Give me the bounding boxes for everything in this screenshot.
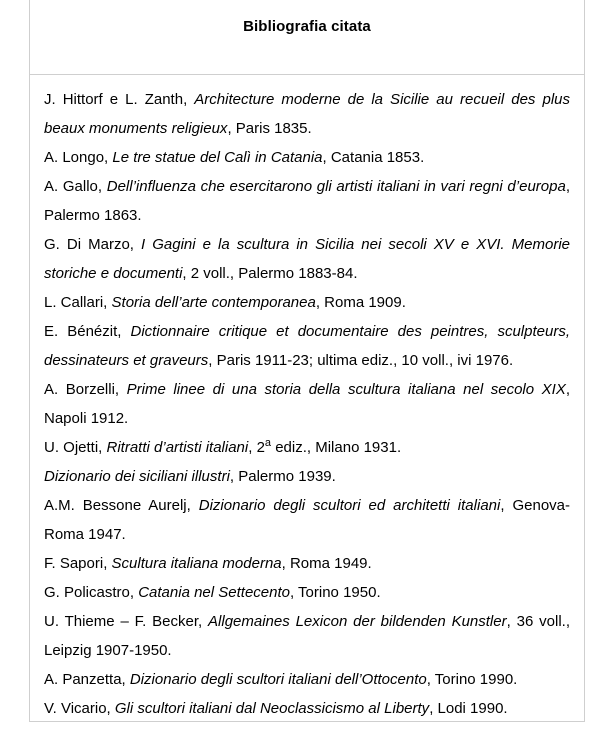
entry-publication: , 2 voll., Palermo 1883-84. [182, 265, 358, 282]
entry-author: G. Di Marzo, [44, 236, 142, 253]
bibliography-entry [44, 694, 570, 723]
entry-publication: , Lodi 1990. [429, 700, 508, 717]
bibliography-entry [44, 433, 570, 462]
entry-publication: , Paris 1911-23; ultima ediz., 10 voll., ivi 1976. [208, 352, 514, 369]
entry-author: A. Longo, [44, 149, 113, 166]
bibliography-list [30, 75, 584, 723]
bibliography-entry [44, 375, 570, 433]
entry-work-title: Dizionario degli scultori italiani dell’Ottocento [129, 671, 427, 688]
entry-work-title: Le tre statue del Calì in Catania [112, 149, 323, 166]
entry-publication-cont: ediz., Milano 1931. [271, 439, 402, 456]
bibliography-title: Bibliografia citata [243, 18, 371, 35]
entry-work-title: Dictionnaire critique et documentaire des peintres, sculpteurs, dessinateurs et graveurs [44, 323, 570, 369]
entry-work-title: Dell’influenza che esercitarono gli artisti italiani in vari regni d’europa [106, 178, 566, 195]
entry-work-title: Catania nel Settecento [138, 584, 290, 601]
entry-publication: , Napoli 1912. [44, 381, 570, 427]
entry-author: A.M. Bessone Aurelj, [44, 497, 199, 514]
bibliography-header [30, 0, 584, 75]
entry-work-title: Storia dell’arte contemporanea [111, 294, 316, 311]
bibliography-entry [44, 230, 570, 288]
entry-publication: , Catania 1853. [322, 149, 425, 166]
entry-publication: , Paris 1835. [227, 120, 312, 137]
entry-author: U. Thieme – F. Becker, [44, 613, 209, 630]
entry-work-title: Scultura italiana moderna [111, 555, 282, 572]
entry-author: A. Gallo, [44, 178, 107, 195]
entry-author: L. Callari, [44, 294, 112, 311]
entry-work-title: Gli scultori italiani dal Neoclassicismo al Liberty [114, 700, 430, 717]
entry-author: J. Hittorf e L. Zanth, [44, 91, 195, 108]
bibliography-entry [44, 317, 570, 375]
bibliography-panel [29, 0, 585, 722]
entry-edition-superscript: a [264, 437, 272, 449]
bibliography-entry [44, 491, 570, 549]
entry-publication: , Genova-Roma 1947. [44, 497, 570, 543]
bibliography-entry [44, 85, 570, 143]
entry-work-title: Allgemaines Lexicon der bildenden Kunstler [208, 613, 507, 630]
entry-work-title: Dizionario degli scultori ed architetti italiani [198, 497, 501, 514]
entry-author: V. Vicario, [44, 700, 115, 717]
entry-publication: , Torino 1950. [289, 584, 381, 601]
entry-publication: , 2 [248, 439, 265, 456]
entry-author: G. Policastro, [44, 584, 139, 601]
bibliography-entry [44, 462, 570, 491]
entry-work-title: Dizionario dei siciliani illustri [44, 468, 230, 485]
bibliography-entry [44, 578, 570, 607]
bibliography-entry [44, 172, 570, 230]
entry-publication: , Roma 1909. [315, 294, 406, 311]
entry-author: U. Ojetti, [44, 439, 107, 456]
entry-work-title: Prime linee di una storia della scultura italiana nel secolo XIX [126, 381, 566, 398]
bibliography-entry [44, 549, 570, 578]
entry-work-title: Ritratti d’artisti italiani [106, 439, 249, 456]
entry-publication: , 36 voll., Leipzig 1907-1950. [44, 613, 570, 659]
bibliography-entry [44, 665, 570, 694]
entry-publication: , Palermo 1939. [229, 468, 336, 485]
bibliography-entry [44, 143, 570, 172]
bibliography-entry [44, 607, 570, 665]
entry-author: E. Bénézit, [44, 323, 131, 340]
entry-publication: , Palermo 1863. [44, 178, 570, 224]
entry-author: A. Panzetta, [44, 671, 130, 688]
entry-author: A. Borzelli, [44, 381, 127, 398]
entry-publication: , Roma 1949. [281, 555, 372, 572]
entry-work-title: I Gagini e la scultura in Sicilia nei secoli XV e XVI. Memorie storiche e documenti [44, 236, 570, 282]
bibliography-entry [44, 288, 570, 317]
entry-work-title: Architecture moderne de la Sicilie au recueil des plus beaux monuments religieux [44, 91, 570, 137]
entry-publication: , Torino 1990. [426, 671, 518, 688]
entry-author: F. Sapori, [44, 555, 112, 572]
